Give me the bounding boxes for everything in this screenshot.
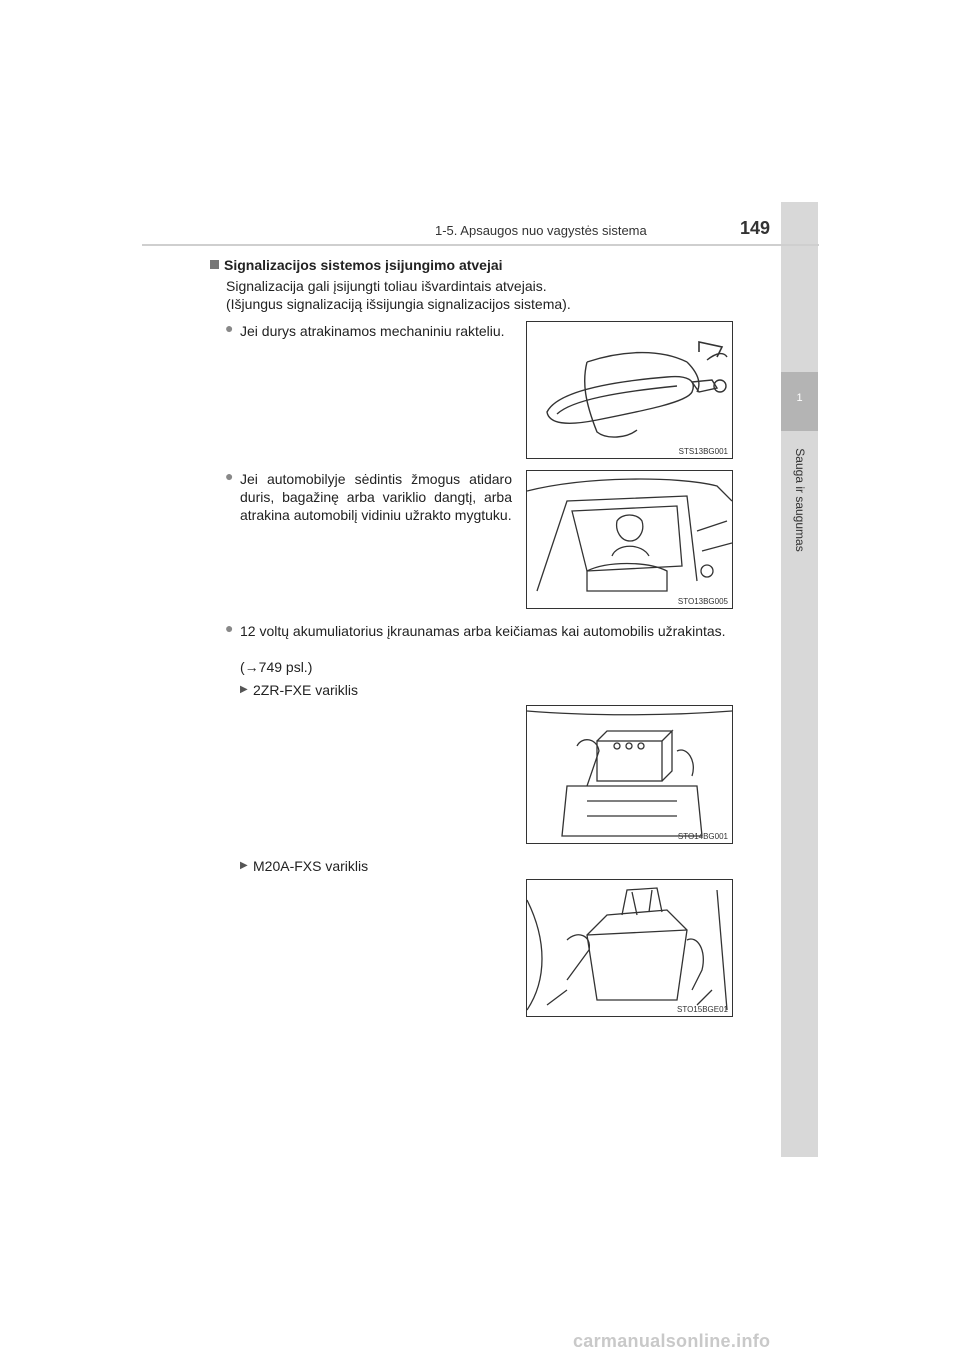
figure-door-key (526, 321, 733, 459)
bullet-1-text: Jei durys atrakinamos mechaniniu rakteliu. (240, 323, 505, 339)
car-interior-illustration (527, 471, 732, 608)
triangle-arrow-icon: ▶ (240, 860, 248, 871)
page-number: 149 (740, 218, 771, 238)
bullet-3-line-1: 12 voltų akumuliatorius įkraunamas arba keičiamas kai automobilis užrakintas. (240, 623, 726, 639)
header-divider (142, 244, 819, 246)
figure-code: STO14BG001 (677, 832, 728, 841)
circle-bullet-icon: ● (225, 320, 234, 336)
figure-code: STO15BGE01 (677, 1005, 728, 1014)
circle-bullet-icon: ● (225, 468, 234, 484)
chapter-label: Sauga ir saugumas (793, 448, 807, 552)
section-title-text: Signalizacijos sistemos įsijungimo atvejai (224, 257, 503, 273)
figure-code: STO13BG005 (677, 597, 728, 606)
sub-item-1-label: 2ZR-FXE variklis (253, 682, 359, 698)
square-bullet-icon (210, 260, 219, 269)
figure-battery-m20a (526, 879, 733, 1017)
triangle-arrow-icon: ▶ (240, 684, 248, 695)
circle-bullet-icon: ● (225, 620, 234, 636)
bullet-3-line-2: (→749 psl.) (240, 659, 313, 675)
chapter-number: 1 (781, 372, 818, 431)
battery-replacement-illustration (527, 880, 732, 1016)
bullet-2-text: Jei automobilyje sėdintis žmogus atidaro duris, bagažinę arba variklio dangtį, arba atrakina automobilį vidiniu užrakto mygtuku. (240, 471, 512, 523)
watermark: carmanualsonline.info (573, 1331, 771, 1351)
side-tab (781, 202, 818, 1157)
figure-battery-2zr (526, 705, 733, 844)
header-section-title: 1-5. Apsaugos nuo vagystės sistema (435, 223, 647, 238)
battery-replacement-illustration (527, 706, 732, 843)
sub-item-2-label: M20A-FXS variklis (253, 858, 369, 874)
intro-line-2: (Išjungus signalizaciją išsijungia signalizacijos sistema). (226, 296, 571, 312)
figure-person-in-car (526, 470, 733, 609)
figure-code: STS13BG001 (678, 447, 728, 456)
door-handle-illustration (527, 322, 732, 458)
section-title (210, 257, 503, 273)
intro-line-1: Signalizacija gali įsijungti toliau išvardintais atvejais. (226, 278, 547, 294)
